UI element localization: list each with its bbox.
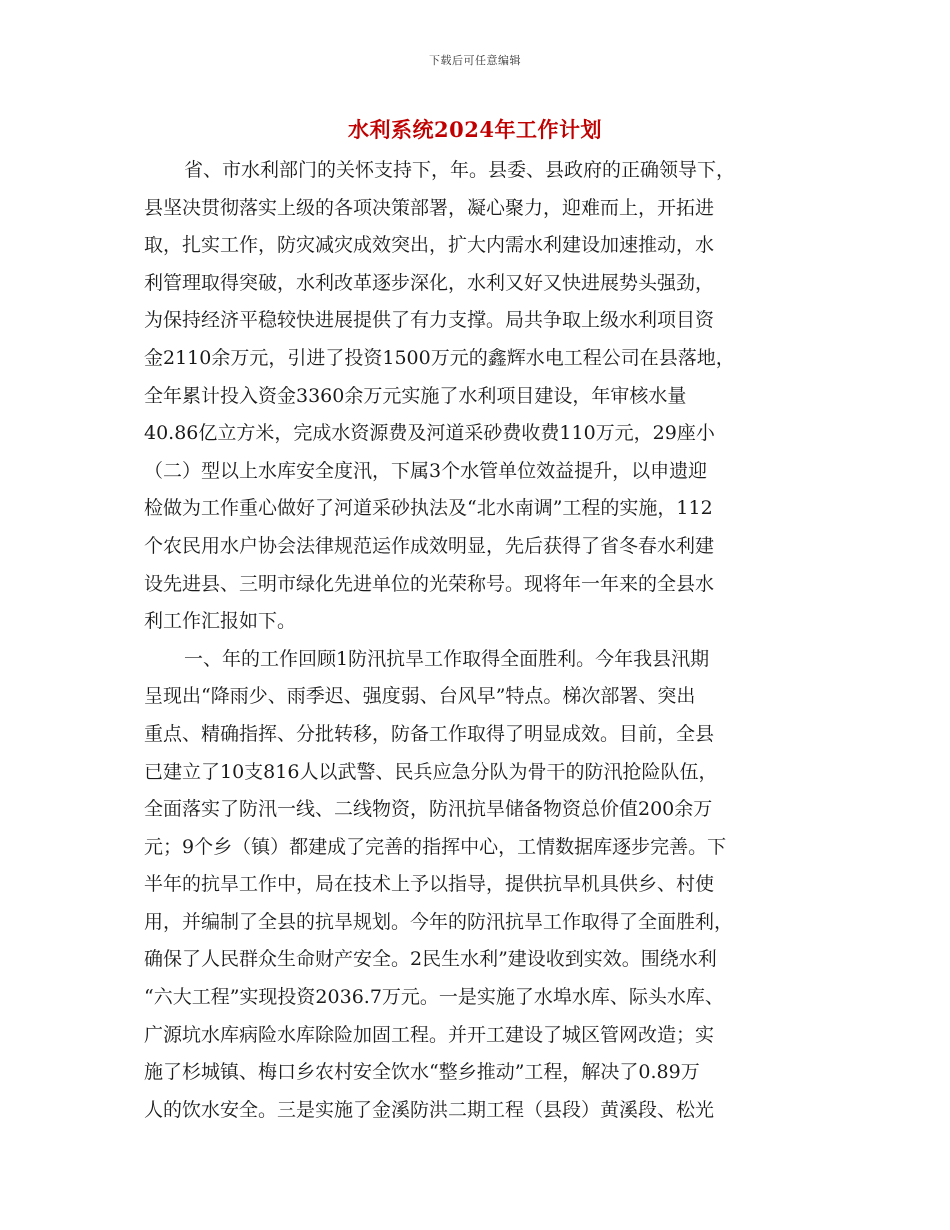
text-line: 用，并编制了全县的抗旱规划。今年的防汛抗旱工作取得了全面胜利，	[144, 910, 734, 933]
text-line: 个农民用水户协会法律规范运作成效明显，先后获得了省冬春水利建	[144, 534, 715, 557]
text-line: 利管理取得突破，水利改革逐步深化，水利又好又快进展势头强劲，	[144, 271, 715, 294]
text-line: “六大工程”实现投资2036.7万元。一是实施了水埠水库、际头水库、	[144, 986, 724, 1009]
text-line: 半年的抗旱工作中，局在技术上予以指导，提供抗旱机具供乡、村使	[144, 873, 715, 896]
text-line: 元；9个乡（镇）都建成了完善的指挥中心，工情数据库逐步完善。下	[144, 835, 727, 858]
text-line: 为保持经济平稳较快进展提供了有力支撑。局共争取上级水利项目资	[144, 309, 715, 332]
body-text	[144, 152, 804, 1129]
text-line: 县坚决贯彻落实上级的各项决策部署，凝心聚力，迎难而上，开拓进	[144, 196, 715, 219]
text-line: 检做为工作重心做好了河道采砂执法及“北水南调”工程的实施，112	[144, 497, 713, 520]
text-line: 呈现出“降雨少、雨季迟、强度弱、台风早”特点。梯次部署、突出	[144, 685, 696, 708]
text-line: （二）型以上水库安全度汛，下属3个水管单位效益提升，以申遗迎	[144, 459, 708, 482]
text-line: 省、市水利部门的关怀支持下，年。县委、县政府的正确领导下，	[184, 159, 736, 181]
text-line: 已建立了10支816人以武警、民兵应急分队为骨干的防汛抢险队伍，	[144, 760, 718, 783]
text-line: 40.86亿立方米，完成水资源费及河道采砂费收费110万元，29座小	[144, 422, 715, 445]
header-note: 下载后可任意编辑	[429, 54, 521, 67]
text-line: 全年累计投入资金3360余万元实施了水利项目建设，年审核水量	[144, 384, 687, 407]
text-line: 利工作汇报如下。	[144, 610, 297, 633]
text-line: 确保了人民群众生命财产安全。2民生水利”建设收到实效。围绕水利	[144, 948, 717, 971]
text-line: 全面落实了防汛一线、二线物资，防汛抗旱储备物资总价值200余万	[144, 798, 713, 821]
text-line: 重点、精确指挥、分批转移，防备工作取得了明显成效。目前，全县	[144, 722, 715, 745]
text-line: 金2110余万元，引进了投资1500万元的鑫辉水电工程公司在县落地，	[144, 346, 735, 369]
text-line: 人的饮水安全。三是实施了金溪防洪二期工程（县段）黄溪段、松光	[144, 1098, 715, 1121]
document-title: 水利系统2024年工作计划	[348, 117, 602, 142]
text-line: 一、年的工作回顾1防汛抗旱工作取得全面胜利。今年我县汛期	[184, 647, 710, 670]
text-line: 取，扎实工作，防灾减灾成效突出，扩大内需水利建设加速推动，水	[144, 234, 715, 257]
text-line: 广源坑水库病险水库除险加固工程。并开工建设了城区管网改造；实	[144, 1023, 715, 1046]
text-line: 施了杉城镇、梅口乡农村安全饮水“整乡推动”工程，解决了0.89万	[144, 1061, 700, 1084]
text-line: 设先进县、三明市绿化先进单位的光荣称号。现将年一年来的全县水	[144, 572, 715, 595]
